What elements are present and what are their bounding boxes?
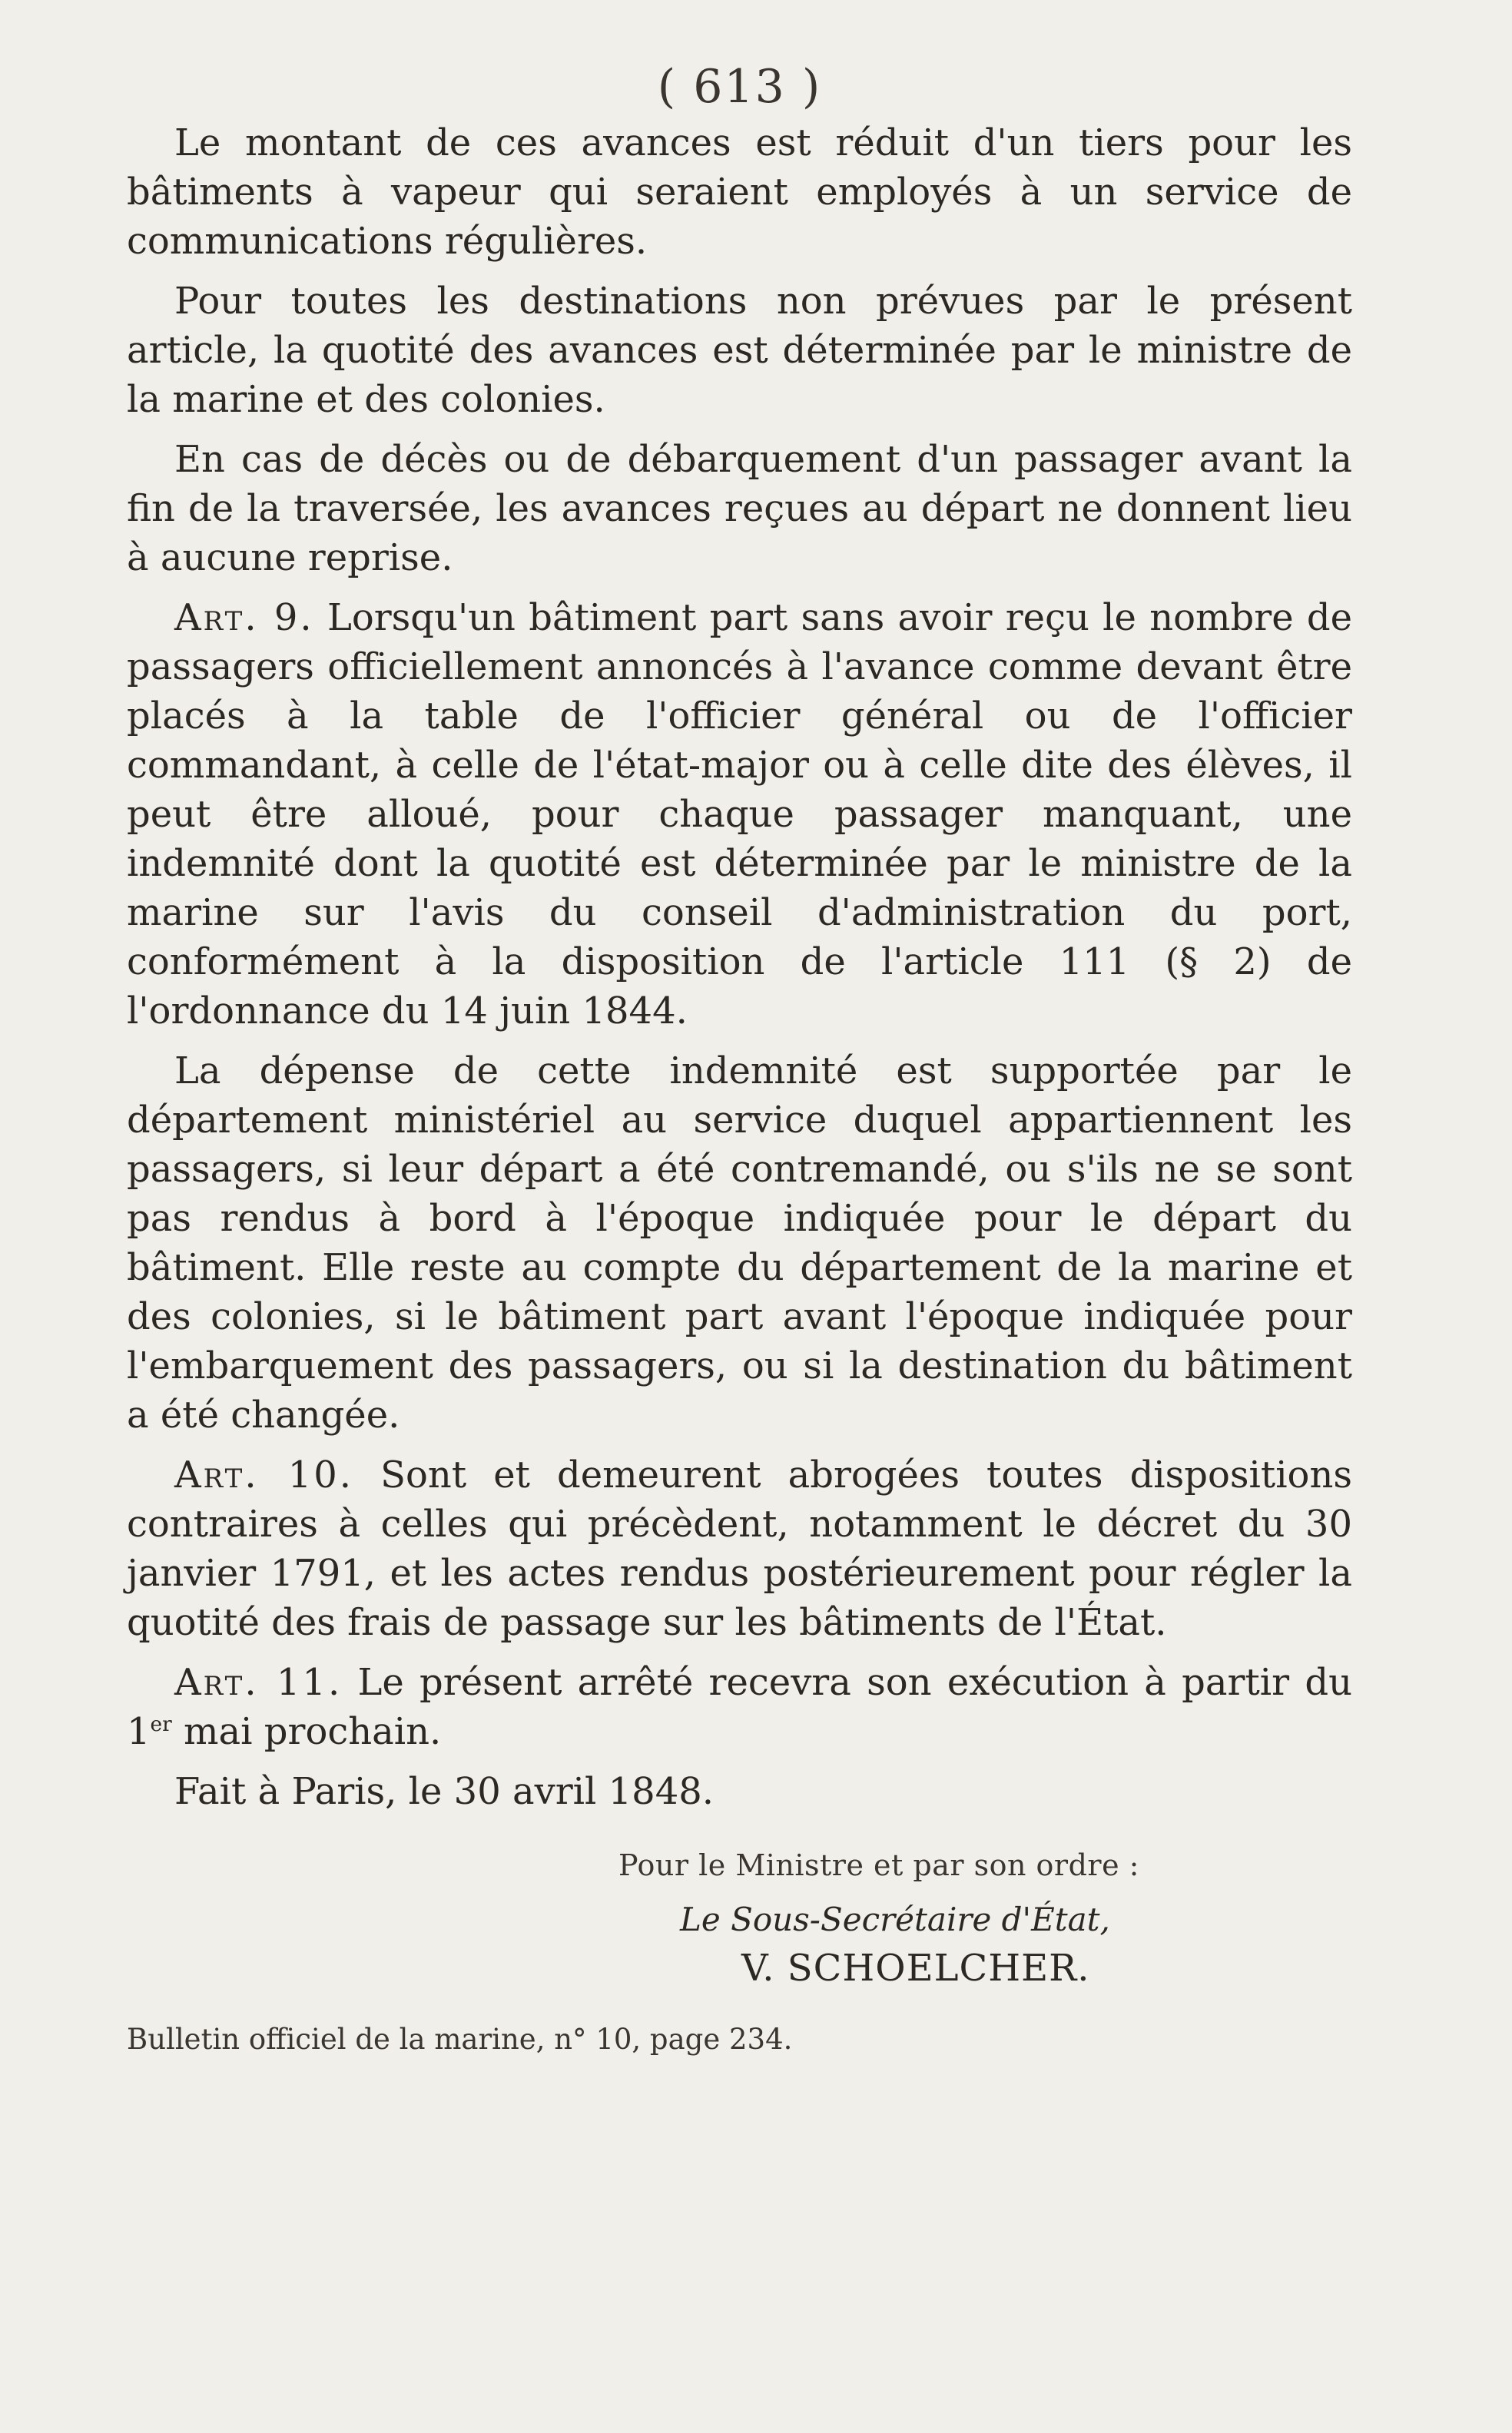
article-11-text-end: mai prochain. xyxy=(171,1710,442,1753)
paragraph-indemnity-expense: La dépense de cette indemnité est supportée par le département ministériel au service duquel appartiennent les passagers, si leur départ a été contremandé, ou s'ils ne se sont pas rendus à bord à l'époque indiquée pour le départ du bâtiment. Elle reste au compte du département de la marine et des colonies, si le bâtiment part avant l'époque indiquée pour l'embarquement des passagers, ou si la destination du bâtiment a été changée. xyxy=(127,1049,1352,1437)
paragraph-advances-reduction: Le montant de ces avances est réduit d'un tiers pour les bâtiments à vapeur qui seraient employés à un service de communications régulières. xyxy=(127,121,1352,263)
article-11-text: Le présent arrêté recevra son exécution à partir du 1 xyxy=(127,1661,1352,1753)
signature-name: V. SCHOELCHER. xyxy=(741,1947,1090,1990)
page-number: ( 613 ) xyxy=(657,60,822,114)
document-page xyxy=(127,61,1352,2059)
paragraph-other-destinations: Pour toutes les destinations non prévues par le présent article, la quotité des avances est déterminée par le ministre de la marine et des colonies. xyxy=(127,280,1352,421)
article-11-superscript: er xyxy=(150,1712,172,1736)
signature-title: Le Sous-Secrétaire d'État, xyxy=(680,1901,1110,1938)
article-10-label: Art. 10. xyxy=(174,1454,354,1497)
source-reference: Bulletin officiel de la marine, n° 10, page 234. xyxy=(127,2023,793,2056)
signature-order: Pour le Ministre et par son ordre : xyxy=(618,1848,1139,1882)
paragraph-death-disembarkation: En cas de décès ou de débarquement d'un passager avant la fin de la traversée, les avances reçues au départ ne donnent lieu à aucune reprise. xyxy=(127,438,1352,579)
article-11 xyxy=(127,1658,1352,1756)
date-line: Fait à Paris, le 30 avril 1848. xyxy=(174,1770,715,1813)
article-10-text: Sont et demeurent abrogées toutes dispositions contraires à celles qui précèdent, notamment le décret du 30 janvier 1791, et les actes rendus postérieurement pour régler la quotité des frais de passage sur les bâtiments de l'État. xyxy=(127,1454,1352,1644)
article-10 xyxy=(127,1450,1352,1647)
article-9 xyxy=(127,593,1352,1036)
article-11-label: Art. 11. xyxy=(174,1661,343,1704)
signature-block xyxy=(127,1844,1352,1993)
article-9-text: Lorsqu'un bâtiment part sans avoir reçu le nombre de passagers officiellement annoncés à l'avance comme devant être placés à la table de l'officier général ou de l'officier commandant, à celle de l'état-major ou à celle dite des élèves, il peut être alloué, pour chaque passager manquant, une indemnité dont la quotité est déterminée par le ministre de la marine sur l'avis du conseil d'administration du port, conformément à la disposition de l'article 111 (§ 2) de l'ordonnance du 14 juin 1844. xyxy=(127,596,1353,1033)
article-9-label: Art. 9. xyxy=(174,596,314,639)
